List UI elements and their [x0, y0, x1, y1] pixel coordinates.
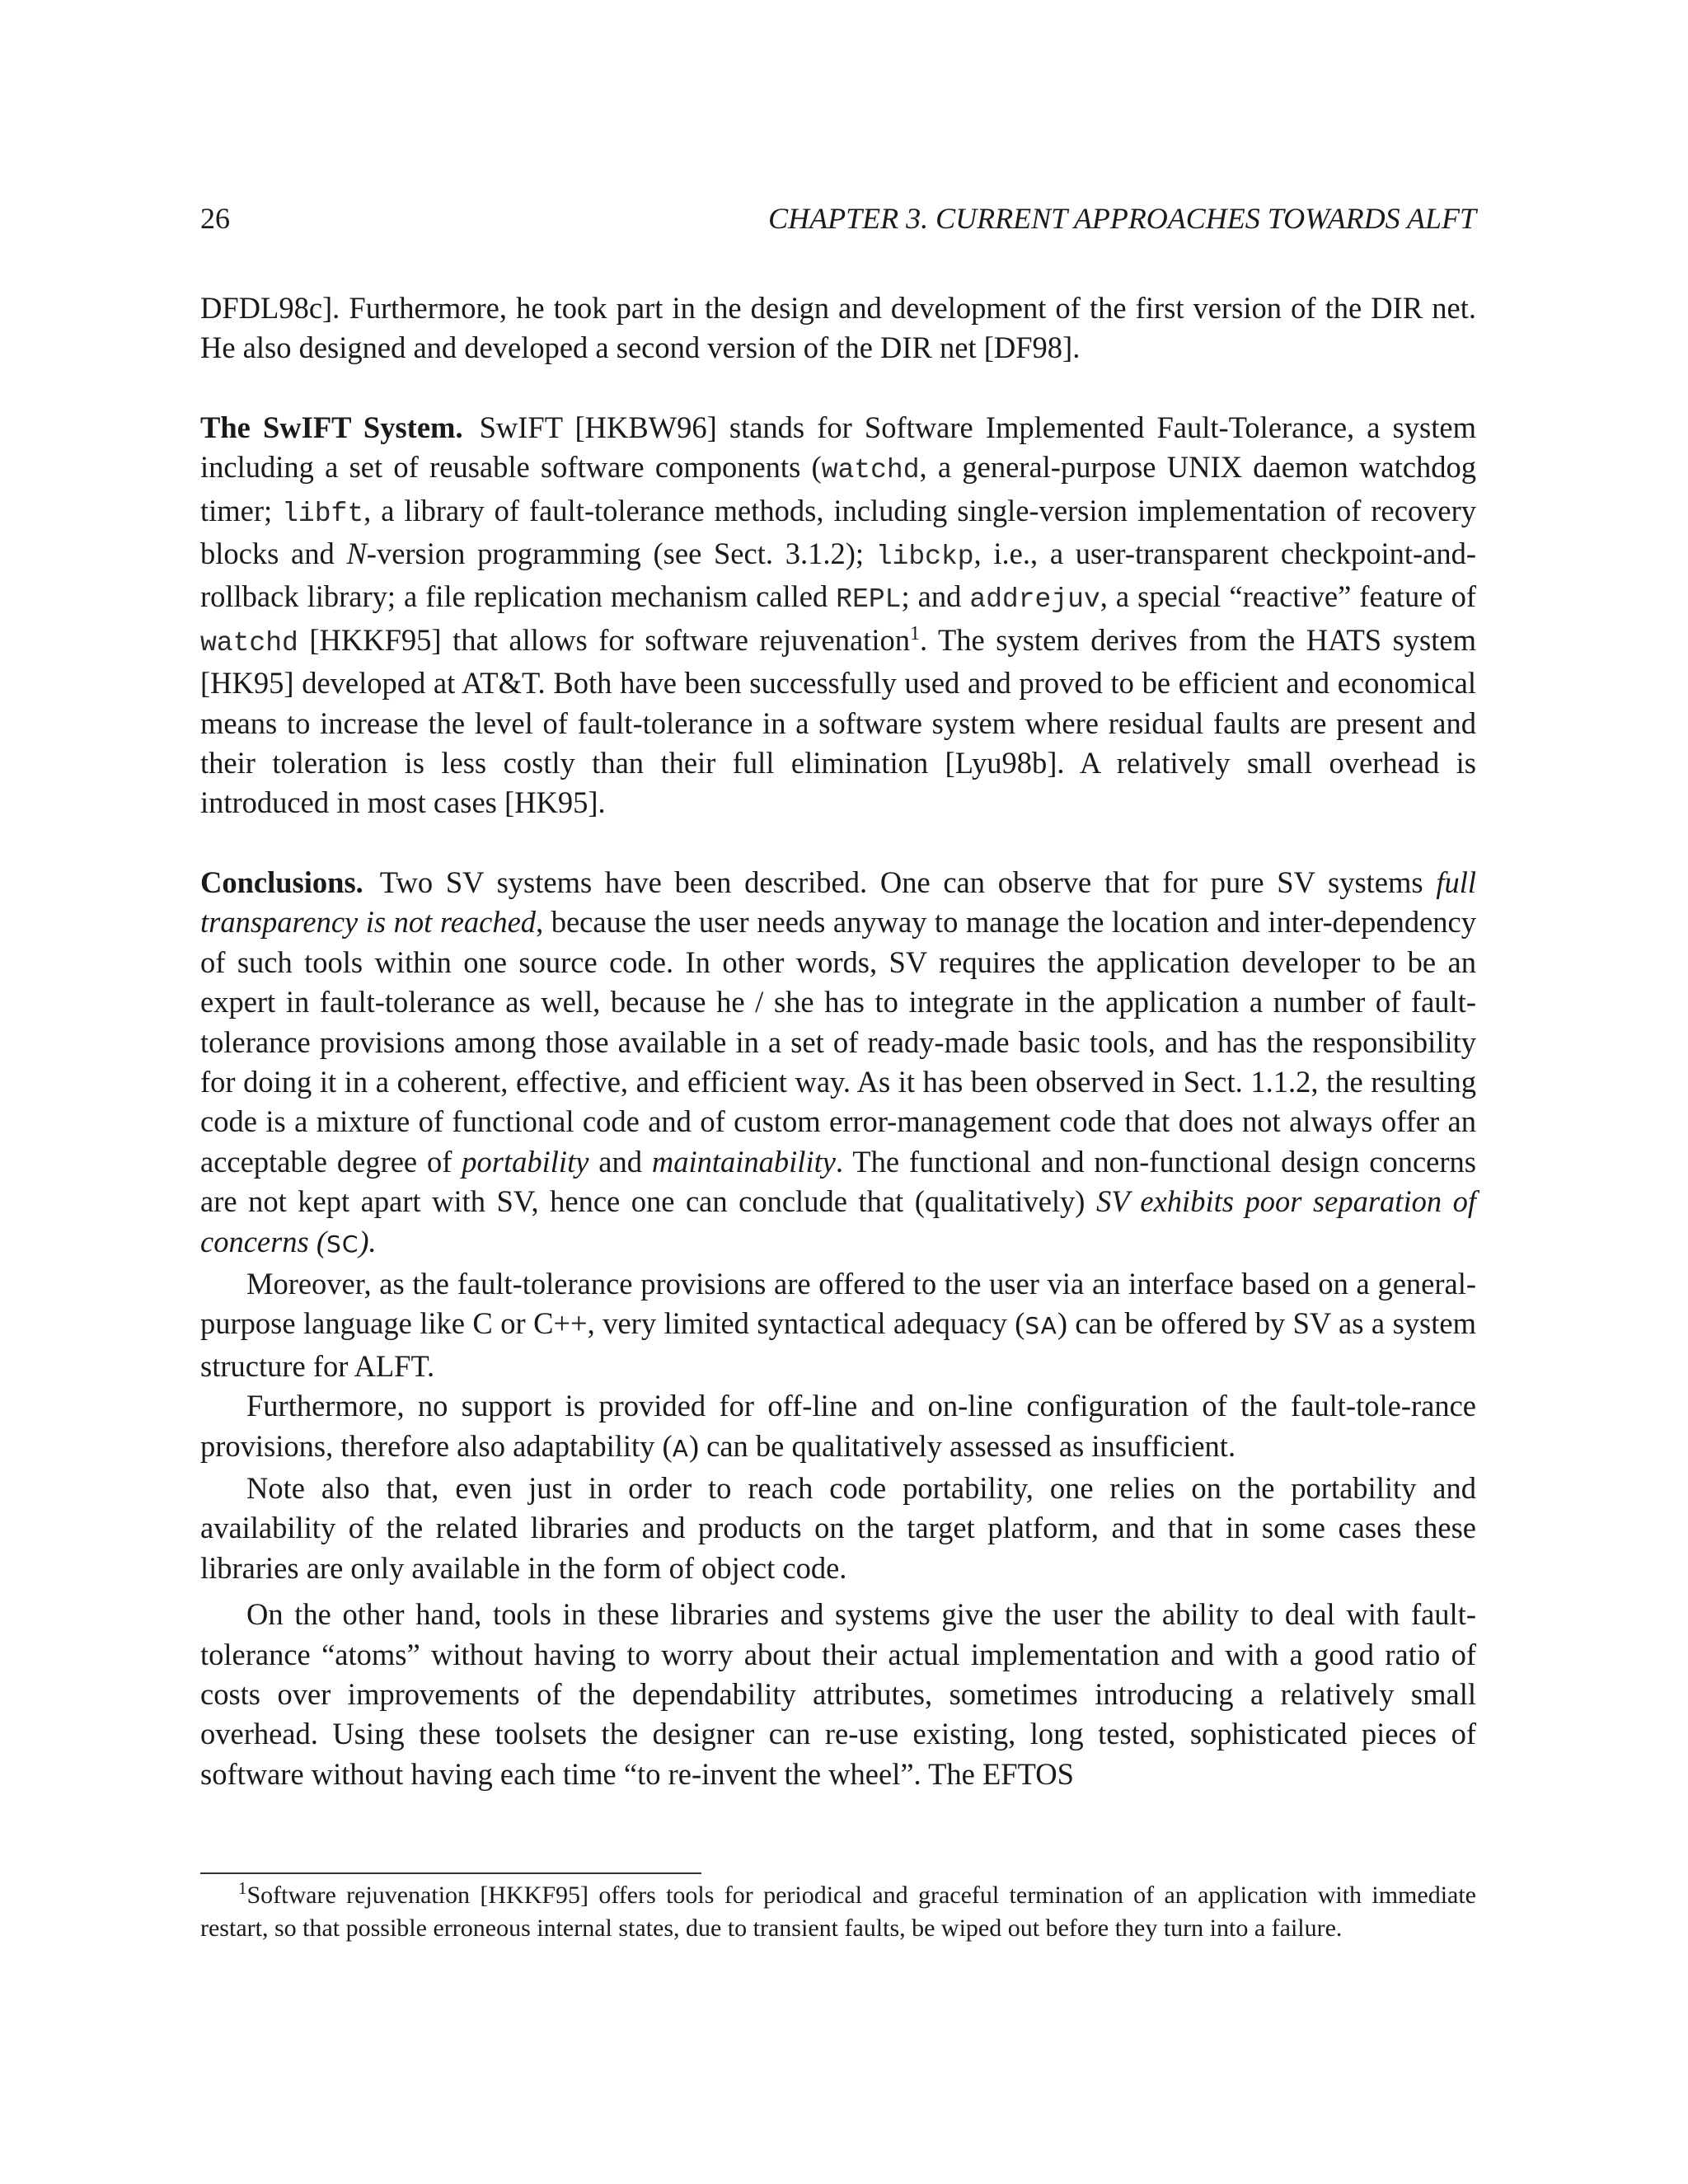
footnote-reference[interactable]: 1 [909, 622, 920, 644]
footnote-text: Software rejuvenation [HKKF95] offers tools for periodical and graceful termination of an application with immediate restart, so that possible erroneous internal states, due to transient faults, be wiped out before they turn into a failure. [200, 1882, 1476, 1942]
footnote-mark: 1 [238, 1878, 247, 1898]
code-term: libckp [875, 541, 974, 573]
code-term: watchd [200, 627, 298, 658]
paragraph-furthermore: Furthermore, no support is provided for off-line and on-line configuration of the fault-tole-rance provisions, therefore also adaptability (A) can be qualitatively assessed as insufficient. [200, 1389, 1476, 1463]
small-caps-abbrev: SA [1025, 1312, 1057, 1340]
emphasis: maintainability [651, 1144, 836, 1179]
emphasis: ). [359, 1224, 377, 1258]
footnote [200, 1879, 1476, 1945]
small-caps-abbrev: A [672, 1434, 689, 1462]
paragraph-swift: The SwIFT System. SwIFT [HKBW96] stands for Software Implemented Fault-Tolerance, a system including a set of reusable software components (watchd, a general-purpose UNIX daemon watchdog timer; libft, a library of fault-tolerance methods, including single-version implementation of recovery blocks and N-version programming (see Sect. 3.1.2); libckp, i.e., a user-transparent checkpoint-and-rollback library; a file replication mechanism called REPL; and addrejuv, a special “reactive” feature of watchd [HKKF95] that allows for software rejuvenation$^1$. The system derives from the HATS system [HK95] developed at AT&T. Both have been successfully used and proved to be efficient and economical means to increase the level of fault-tolerance in a software system where residual faults are present and their toleration is less costly than their full elimination [Lyu98b]. A relatively small overhead is introduced in most cases [HK95]. [200, 410, 1477, 820]
section-heading-conclusions: Conclusions. [200, 865, 363, 899]
emphasis: SV exhibits poor separation of concerns ( [200, 1184, 1476, 1258]
paragraph-moreover: Moreover, as the fault-tolerance provisions are offered to the user via an interface based on a general-purpose language like C or C++, very limited syntactical adequacy (SA) can be offered by SV as a system structure for ALFT. [200, 1266, 1476, 1383]
footnote-divider [200, 1872, 701, 1874]
code-term: REPL [836, 584, 902, 616]
page-header [200, 198, 1476, 239]
paragraph-continued [200, 288, 1476, 368]
emphasis: portability [462, 1144, 589, 1179]
code-term: addrejuv [969, 584, 1100, 616]
page [200, 0, 1476, 2184]
paragraph-conclusions: Conclusions. Two SV systems have been described. One can observe that for pure SV systems full transparency is not reached, because the user needs anyway to manage the location and inter-dependency of such tools within one source code. In other words, SV requires the application developer to be an expert in fault-tolerance as well, because he / she has to integrate in the application a number of fault-tolerance provisions among those available in a set of ready-made basic tools, and has the responsibility for doing it in a coherent, effective, and efficient way. As it has been observed in Sect. 1.1.2, the resulting code is a mixture of functional code and of custom error-management code that does not always offer an acceptable degree of portability and maintainability. The functional and non-functional design concerns are not kept apart with SV, hence one can conclude that (qualitatively) SV exhibits poor separation of concerns (SC). [200, 865, 1476, 1258]
section-heading-swift: The SwIFT System. [200, 410, 463, 444]
code-term: libft [282, 498, 364, 529]
emphasis: full transparency is not reached [200, 865, 1476, 940]
running-title: CHAPTER 3. CURRENT APPROACHES TOWARDS ALFT [768, 202, 1476, 235]
paragraph-other-hand: On the other hand, tools in these libraries and systems give the user the ability to deal with fault-tolerance “atoms” without having to worry about their actual implementation and with a good ratio of costs over improvements of the dependability attributes, sometimes introducing a relatively small overhead. Using these toolsets the designer can re-use existing, long tested, sophisticated pieces of software without having each time “to re-invent the wheel”. The EFTOS [200, 1597, 1476, 1791]
paragraph-note: Note also that, even just in order to reach code portability, one relies on the portability and availability of the related libraries and products on the target platform, and that in some cases these libraries are only available in the form of object code. [200, 1470, 1476, 1585]
main-text [200, 288, 1476, 1794]
math-variable: N [346, 537, 367, 571]
paragraph-text: DFDL98c]. Furthermore, he took part in the design and development of the first version of the DIR net. He also designed and developed a second version of the DIR net [DF98]. [200, 291, 1476, 365]
small-caps-abbrev: SC [326, 1230, 359, 1258]
code-term: watchd [821, 455, 920, 486]
page-number: 26 [200, 202, 230, 235]
